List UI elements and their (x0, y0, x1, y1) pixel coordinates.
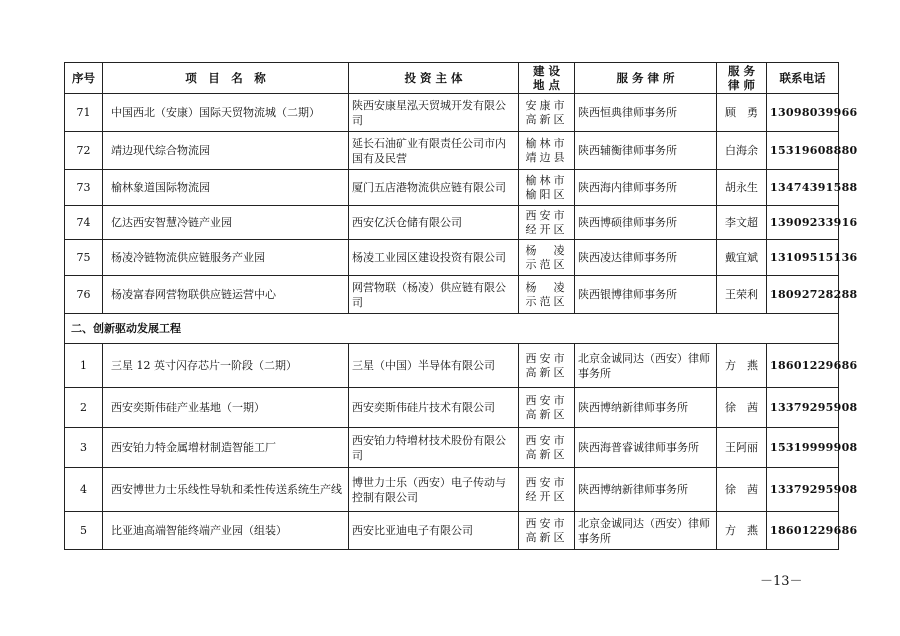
row-project-name: 杨凌富春网营物联供应链运营中心 (103, 276, 349, 314)
row-location (519, 388, 575, 428)
row-investor: 博世力士乐（西安）电子传动与控制有限公司 (349, 468, 519, 512)
row-investor: 西安奕斯伟硅片技术有限公司 (349, 388, 519, 428)
row-no: 5 (65, 512, 103, 550)
row-no: 1 (65, 344, 103, 388)
row-no: 4 (65, 468, 103, 512)
row-law-firm: 陕西银博律师事务所 (575, 276, 717, 314)
header-location (519, 63, 575, 94)
row-project-name: 西安奕斯伟硅产业基地（一期） (103, 388, 349, 428)
row-location-line2: 示范区 (525, 294, 568, 308)
header-investor: 投 资 主 体 (349, 63, 519, 94)
row-location-line2: 高新区 (525, 530, 568, 544)
header-location-bottom: 地 点 (532, 78, 560, 92)
table-row (65, 344, 839, 388)
table-row (65, 240, 839, 276)
row-investor: 厦门五店港物流供应链有限公司 (349, 170, 519, 206)
row-no: 73 (65, 170, 103, 206)
row-location (519, 240, 575, 276)
row-project-name: 榆林象道国际物流园 (103, 170, 349, 206)
header-firm: 服 务 律 所 (575, 63, 717, 94)
row-investor: 杨凌工业园区建设投资有限公司 (349, 240, 519, 276)
row-investor: 西安比亚迪电子有限公司 (349, 512, 519, 550)
row-phone: 13909233916 (767, 206, 839, 240)
section-row (65, 314, 839, 344)
row-lawyer: 顾 勇 (717, 94, 767, 132)
row-location-line2: 榆阳区 (525, 187, 568, 201)
row-investor: 三星（中国）半导体有限公司 (349, 344, 519, 388)
row-lawyer: 白海余 (717, 132, 767, 170)
row-no: 76 (65, 276, 103, 314)
table-row (65, 206, 839, 240)
row-location (519, 132, 575, 170)
row-location-line1: 西安市 (525, 208, 568, 222)
row-location-line1: 榆林市 (525, 173, 568, 187)
row-lawyer: 方 燕 (717, 512, 767, 550)
project-table (64, 62, 858, 550)
row-location-line1: 榆林市 (525, 136, 568, 150)
row-location (519, 428, 575, 468)
table-row (65, 276, 839, 314)
row-location-line1: 西安市 (525, 475, 568, 489)
row-location-line2: 经开区 (525, 222, 568, 236)
row-lawyer: 王荣利 (717, 276, 767, 314)
row-law-firm: 陕西凌达律师事务所 (575, 240, 717, 276)
table-row (65, 512, 839, 550)
row-location-line1: 杨 凌 (525, 243, 568, 257)
row-location-line2: 高新区 (525, 407, 568, 421)
row-law-firm: 陕西辅衡律师事务所 (575, 132, 717, 170)
row-no: 71 (65, 94, 103, 132)
row-location-line1: 安康市 (525, 98, 568, 112)
row-location-line2: 示范区 (525, 257, 568, 271)
row-location (519, 512, 575, 550)
row-law-firm: 陕西博纳新律师事务所 (575, 388, 717, 428)
row-investor: 西安铂力特增材技术股份有限公司 (349, 428, 519, 468)
row-project-name: 比亚迪高端智能终端产业园（组装） (103, 512, 349, 550)
row-law-firm: 北京金诚同达（西安）律师事务所 (575, 344, 717, 388)
row-lawyer: 徐 茜 (717, 388, 767, 428)
row-phone: 13379295908 (767, 388, 839, 428)
row-no: 75 (65, 240, 103, 276)
row-lawyer: 戴宜斌 (717, 240, 767, 276)
row-location (519, 94, 575, 132)
row-project-name: 靖边现代综合物流园 (103, 132, 349, 170)
row-phone: 13098039966 (767, 94, 839, 132)
table-row (65, 132, 839, 170)
row-location-line2: 经开区 (525, 489, 568, 503)
row-project-name: 亿达西安智慧冷链产业园 (103, 206, 349, 240)
row-no: 2 (65, 388, 103, 428)
row-location (519, 206, 575, 240)
row-lawyer: 李文超 (717, 206, 767, 240)
row-location (519, 344, 575, 388)
row-phone: 13474391588 (767, 170, 839, 206)
table-row (65, 94, 839, 132)
row-location-line1: 西安市 (525, 516, 568, 530)
table-header-row (65, 63, 839, 94)
row-project-name: 杨凌冷链物流供应链服务产业园 (103, 240, 349, 276)
row-lawyer: 徐 茜 (717, 468, 767, 512)
row-phone: 18601229686 (767, 344, 839, 388)
row-lawyer: 胡永生 (717, 170, 767, 206)
row-location (519, 276, 575, 314)
row-location-line1: 杨 凌 (525, 280, 568, 294)
rows-group-a (65, 94, 858, 314)
row-investor: 西安亿沃仓储有限公司 (349, 206, 519, 240)
row-location (519, 170, 575, 206)
row-no: 74 (65, 206, 103, 240)
row-project-name: 西安铂力特金属增材制造智能工厂 (103, 428, 349, 468)
row-phone: 13379295908 (767, 468, 839, 512)
row-phone: 15319999908 (767, 428, 839, 468)
header-lawyer-bottom: 律 师 (727, 78, 755, 92)
header-lawyer-top: 服 务 (727, 64, 755, 78)
row-project-name: 西安博世力士乐线性导轨和柔性传送系统生产线 (103, 468, 349, 512)
row-phone: 15319608880 (767, 132, 839, 170)
row-location-line2: 高新区 (525, 447, 568, 461)
row-investor: 网营物联（杨凌）供应链有限公司 (349, 276, 519, 314)
row-phone: 13109515136 (767, 240, 839, 276)
row-law-firm: 陕西博纳新律师事务所 (575, 468, 717, 512)
row-law-firm: 北京金诚同达（西安）律师事务所 (575, 512, 717, 550)
row-location-line1: 西安市 (525, 351, 568, 365)
table-row (65, 428, 839, 468)
row-lawyer: 方 燕 (717, 344, 767, 388)
table-row (65, 388, 839, 428)
row-location-line2: 高新区 (525, 112, 568, 126)
rows-group-b (65, 344, 858, 550)
row-law-firm: 陕西博硕律师事务所 (575, 206, 717, 240)
table-row (65, 170, 839, 206)
header-no: 序号 (65, 63, 103, 94)
row-no: 72 (65, 132, 103, 170)
row-project-name: 三星 12 英寸闪存芯片一阶段（二期） (103, 344, 349, 388)
row-location-line2: 高新区 (525, 365, 568, 379)
page-number: －13－ (760, 574, 803, 589)
row-phone: 18092728288 (767, 276, 839, 314)
header-name: 项 目 名 称 (103, 63, 349, 94)
row-law-firm: 陕西海内律师事务所 (575, 170, 717, 206)
row-law-firm: 陕西恒典律师事务所 (575, 94, 717, 132)
row-phone: 18601229686 (767, 512, 839, 550)
row-location-line1: 西安市 (525, 393, 568, 407)
section-group (65, 314, 839, 344)
row-location (519, 468, 575, 512)
row-lawyer: 王阿丽 (717, 428, 767, 468)
section-title: 二、创新驱动发展工程 (65, 314, 839, 344)
header-lawyer (717, 63, 767, 94)
row-investor: 陕西安康星泓天贸城开发有限公司 (349, 94, 519, 132)
row-location-line2: 靖边县 (525, 150, 568, 164)
table-row (65, 468, 839, 512)
row-investor: 延长石油矿业有限责任公司市内国有及民营 (349, 132, 519, 170)
header-tel: 联系电话 (767, 63, 839, 94)
row-location-line1: 西安市 (525, 433, 568, 447)
row-no: 3 (65, 428, 103, 468)
row-law-firm: 陕西海普睿诚律师事务所 (575, 428, 717, 468)
row-project-name: 中国西北（安康）国际天贸物流城（二期） (103, 94, 349, 132)
header-location-top: 建 设 (532, 64, 560, 78)
